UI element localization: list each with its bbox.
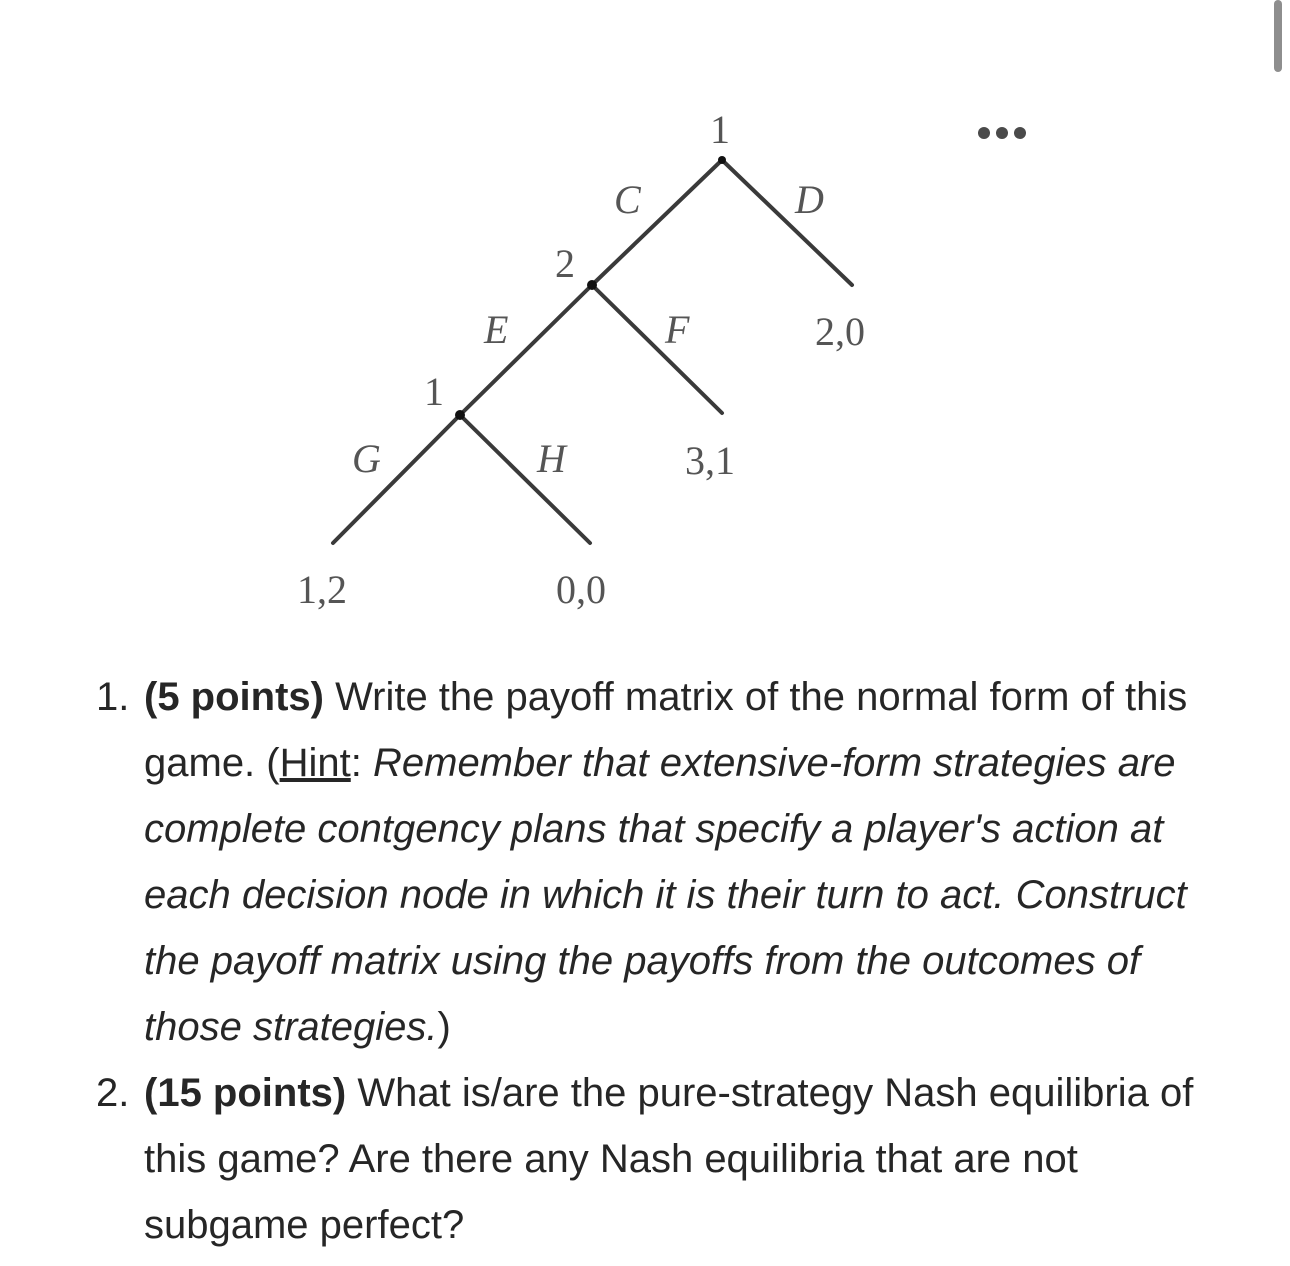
edge-h [460, 415, 590, 543]
edge-d [722, 160, 852, 285]
edge-e [460, 285, 592, 415]
question-text: What is/are the pure-strategy Nash equilibria of this game? Are there any Nash equilibria that are not subgame perfect? [144, 1071, 1194, 1247]
action-e-label: E [484, 307, 509, 352]
action-g-label: G [352, 436, 381, 481]
payoff-h: 0,0 [556, 567, 606, 612]
question-points: (15 points) [144, 1071, 347, 1115]
payoff-d: 2,0 [815, 309, 865, 354]
question-points: (5 points) [144, 675, 324, 719]
action-c-label: C [614, 177, 641, 222]
second-player-label: 2 [555, 241, 575, 286]
root-player-label: 1 [710, 107, 730, 152]
edge-f [592, 285, 722, 413]
edge-c [592, 160, 722, 285]
hint-closing: ) [437, 1005, 451, 1049]
hint-colon: : [350, 741, 373, 785]
question-text: Write the payoff matrix of the normal form of this game. ( [144, 675, 1188, 785]
question-list [96, 664, 1206, 1258]
action-f-label: F [665, 307, 690, 352]
player-1-second-node [455, 410, 465, 420]
action-h-label: H [537, 436, 566, 481]
root-node [718, 156, 726, 164]
third-player-label: 1 [424, 369, 444, 414]
question-item [96, 664, 1206, 1060]
payoff-g: 1,2 [297, 567, 347, 612]
hint-text: Remember that extensive-form strategies are complete contgency plans that specify a player's action at each decision node in which it is their turn to act. Construct the payoff matrix using the payoffs from the outcomes of those strategies. [144, 741, 1187, 1049]
player-2-node [587, 280, 597, 290]
hint-link[interactable]: Hint [279, 741, 351, 785]
payoff-f: 3,1 [685, 438, 735, 483]
question-number: 2. [96, 1071, 130, 1115]
question-item [96, 1060, 1206, 1258]
question-number: 1. [96, 675, 130, 719]
action-d-label: D [795, 177, 824, 222]
